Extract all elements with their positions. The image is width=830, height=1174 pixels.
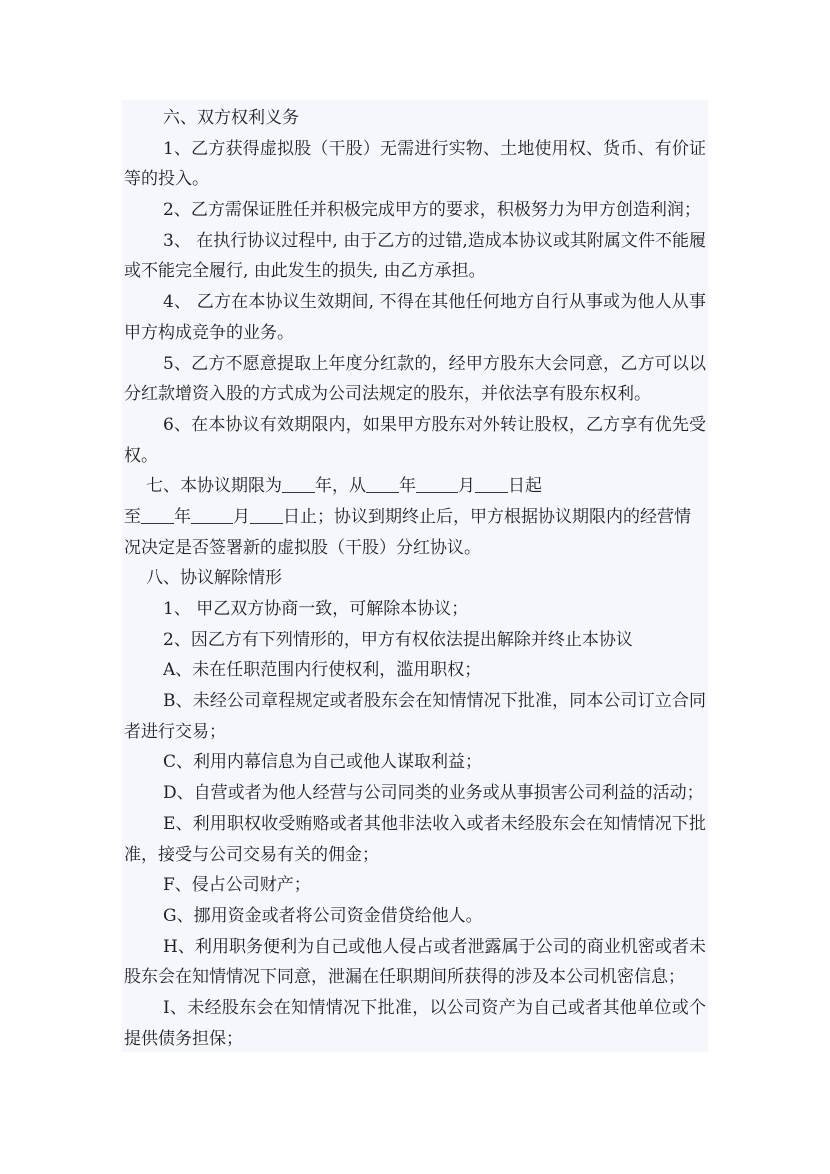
section-heading-rights: 六、双方权利义务 (163, 108, 299, 128)
clause-line: 股东会在知情情况下同意，泄漏在任职期间所获得的涉及本公司机密信息； (124, 967, 685, 988)
clause-line: D、自营或者为他人经营与公司同类的业务或从事损害公司利益的活动； (163, 783, 704, 804)
clause-line: F、侵占公司财产； (163, 875, 311, 896)
term-text: 日止；协议到期终止后，甲方根据协议期限内的经营情 (283, 506, 691, 527)
clause-line: E、利用职权收受贿赂或者其他非法收入或者未经股东会在知情情况下批 (163, 813, 706, 834)
term-text: 年 (174, 506, 191, 527)
clause-line: I、未经股东会在知情情况下批准，以公司资产为自己或者其他单位或个 (163, 997, 706, 1018)
term-clause-line (124, 471, 706, 502)
term-clause-line (124, 502, 706, 533)
term-text: 至 (124, 506, 141, 527)
blank-field-end-month (191, 505, 233, 524)
clause-line: 甲方构成竞争的业务。 (124, 322, 294, 343)
clause-line: 1、 甲乙双方协商一致，可解除本协议； (163, 599, 469, 619)
clause-line: 提供债务担保； (124, 1028, 243, 1049)
clause-line: 或不能完全履行, 由此发生的损失, 由乙方承担。 (124, 261, 486, 282)
term-text: 月 (458, 476, 475, 497)
blank-field-start-day (475, 474, 508, 493)
clause-line: 3、 在执行协议过程中, 由于乙方的过错,造成本协议或其附属文件不能履 (163, 230, 706, 251)
term-text: 日起 (508, 476, 542, 497)
clause-line: 5、乙方不愿意提取上年度分红款的，经甲方股东大会同意，乙方可以以 (163, 353, 706, 374)
term-text: 七、本协议期限为 (146, 476, 282, 497)
clause-line: 准，接受与公司交易有关的佣金； (124, 844, 379, 865)
section-heading-termination: 八、协议解除情形 (146, 568, 282, 589)
blank-field-years (282, 474, 315, 493)
clause-line: 6、在本协议有效期限内，如果甲方股东对外转让股权，乙方享有优先受 (163, 414, 706, 435)
clause-line: G、挪用资金或者将公司资金借贷给他人。 (163, 905, 483, 926)
term-text: 月 (233, 506, 250, 527)
clause-line: A、未在任职范围内行使权利，滥用职权； (163, 660, 482, 681)
clause-line: C、利用内幕信息为自己或他人谋取利益； (163, 752, 483, 773)
clause-line: 等的投入。 (124, 169, 209, 190)
clause-line: 2、因乙方有下列情形的，甲方有权依法提出解除并终止本协议 (163, 629, 633, 650)
blank-field-start-year (366, 474, 399, 493)
document-body (124, 103, 706, 1054)
blank-field-end-year (141, 505, 174, 524)
blank-field-end-day (250, 505, 283, 524)
term-clause-line: 况决定是否签署新的虚拟股（干股）分红协议。 (124, 537, 481, 558)
blank-field-start-month (416, 474, 458, 493)
clause-line: 2、乙方需保证胜任并积极完成甲方的要求，积极努力为甲方创造利润； (163, 200, 701, 221)
clause-line: H、利用职务便利为自己或他人侵占或者泄露属于公司的商业机密或者未 (163, 936, 706, 957)
clause-line: 权。 (124, 445, 158, 466)
clause-line: B、未经公司章程规定或者股东会在知情情况下批准，同本公司订立合同 (163, 691, 706, 712)
clause-line: 分红款增资入股的方式成为公司法规定的股东，并依法享有股东权利。 (124, 384, 651, 405)
clause-line: 4、 乙方在本协议生效期间, 不得在其他任何地方自行从事或为他人从事 (163, 292, 706, 313)
clause-line: 者进行交易； (124, 721, 226, 742)
clause-line: 1、乙方获得虚拟股（干股）无需进行实物、土地使用权、货币、有价证 (163, 138, 706, 159)
term-text: 年 (399, 476, 416, 497)
term-text: 年，从 (315, 476, 366, 497)
